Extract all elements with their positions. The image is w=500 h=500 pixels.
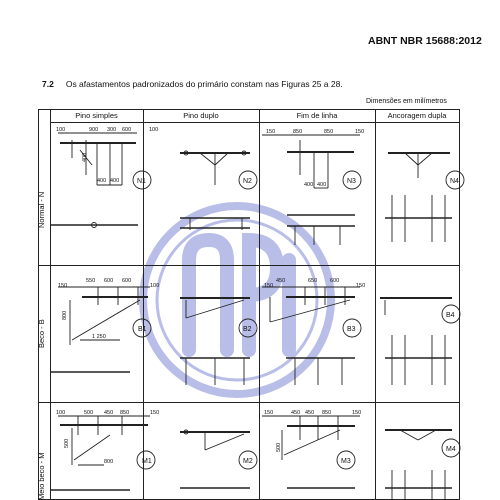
b1-dim-2: 600 <box>122 278 132 284</box>
row-header-meio-beco: Meio beco - M <box>37 452 46 500</box>
n3-dim-4: 400 <box>304 182 314 188</box>
m3-dim-1: 450 <box>291 410 301 416</box>
b3-dim-0: 450 <box>276 278 286 284</box>
n1-dim-2: 300 <box>107 127 117 133</box>
section-text: Os afastamentos padronizados do primário constam nas Figuras 25 a 28. <box>65 79 343 89</box>
m1-dim-3: 850 <box>120 410 130 416</box>
n3-dim-3: 150 <box>355 129 365 135</box>
n1-dim-4: 100 <box>149 127 159 133</box>
drawing-n3 <box>262 135 361 245</box>
standard-code: ABNT NBR 15688:2012 <box>368 35 482 47</box>
n1-dim-5: 400 <box>97 178 107 184</box>
m3-dim-5: 500 <box>276 442 282 452</box>
m3-dim-0: 150 <box>264 410 274 416</box>
col-header-ancoragem-dupla: Ancoragem dupla <box>387 111 447 120</box>
m1-dim-2: 450 <box>104 410 114 416</box>
n1-dim-1: 900 <box>89 127 99 133</box>
b1-dim-0: 550 <box>86 278 96 284</box>
n1-dim-3: 600 <box>122 127 132 133</box>
drawing-b3 <box>262 287 361 385</box>
row-header-normal: Normal - N <box>37 191 46 228</box>
b4-label: B4 <box>446 312 455 319</box>
m3-label: M3 <box>341 458 351 465</box>
col-header-fim-de-linha: Fim de linha <box>296 111 338 120</box>
drawing-b1 <box>50 287 151 372</box>
m3-dim-3: 850 <box>322 410 332 416</box>
m3-dim-4: 150 <box>352 410 362 416</box>
drawing-b2 <box>180 298 257 385</box>
m1-dim-0: 100 <box>56 410 66 416</box>
n3-dim-1: 850 <box>293 129 303 135</box>
b3-dim-3: 150 <box>264 283 274 289</box>
m1-label: M1 <box>142 458 152 465</box>
b1-dim-6: 1 250 <box>92 334 106 340</box>
m4-label: M4 <box>446 446 456 453</box>
m2-label: M2 <box>243 458 253 465</box>
b1-dim-3: 150 <box>58 283 68 289</box>
b1-dim-5: 800 <box>62 310 68 320</box>
m1-dim-1: 500 <box>84 410 94 416</box>
b1-dim-1: 600 <box>104 278 114 284</box>
b3-label: B3 <box>347 326 356 333</box>
m1-dim-4: 150 <box>150 410 160 416</box>
n1-dim-7: 400 <box>82 152 88 162</box>
b3-dim-4: 150 <box>356 283 366 289</box>
b3-dim-2: 600 <box>330 278 340 284</box>
row-header-beco: Beco - B <box>37 319 46 348</box>
n3-dim-2: 850 <box>324 129 334 135</box>
n3-dim-5: 400 <box>317 182 327 188</box>
n4-label: N4 <box>450 178 459 185</box>
n3-label: N3 <box>347 178 356 185</box>
drawing-m1 <box>50 416 155 490</box>
col-header-pino-duplo: Pino duplo <box>183 111 219 120</box>
units-note: Dimensões em milímetros <box>366 98 447 105</box>
m3-dim-2: 450 <box>305 410 315 416</box>
drawing-n4 <box>385 153 464 242</box>
n1-label: N1 <box>137 178 146 185</box>
drawing-m4 <box>385 430 460 500</box>
b1-dim-4: 100 <box>150 283 160 289</box>
n1-dim-0: 100 <box>56 127 66 133</box>
b3-dim-1: 650 <box>308 278 318 284</box>
drawing-n2 <box>180 151 257 230</box>
b2-label: B2 <box>243 326 252 333</box>
n1-dim-6: 400 <box>110 178 120 184</box>
n2-label: N2 <box>243 178 252 185</box>
section-number: 7.2 <box>42 79 54 89</box>
n3-dim-0: 150 <box>266 129 276 135</box>
col-header-pino-simples: Pino simples <box>75 111 118 120</box>
m1-dim-5: 500 <box>64 438 70 448</box>
b1-label: B1 <box>138 326 147 333</box>
m1-dim-6: 800 <box>104 459 114 465</box>
